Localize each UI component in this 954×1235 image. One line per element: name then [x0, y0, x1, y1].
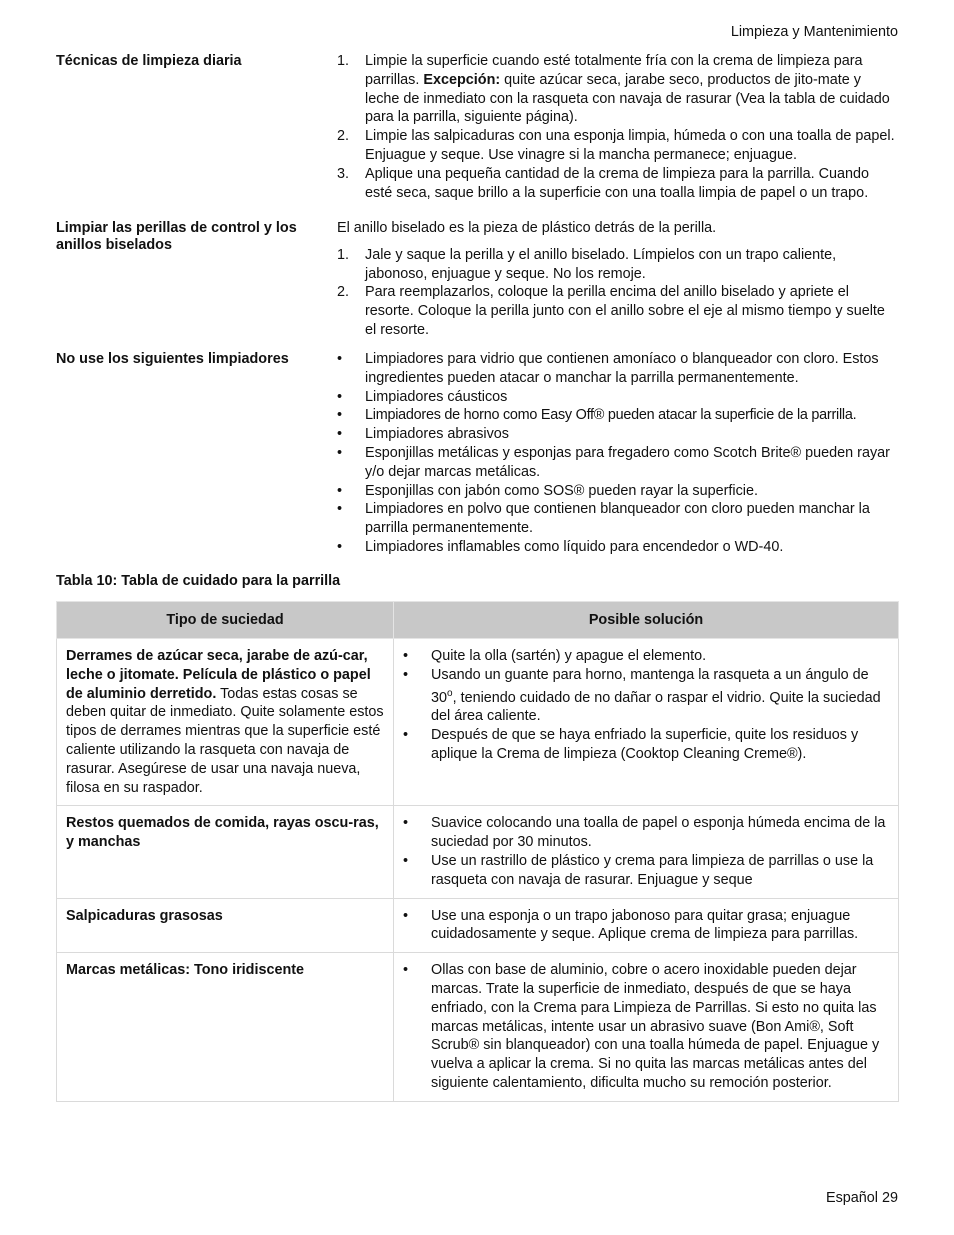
- list-item: [337, 127, 898, 165]
- solution-item: [403, 726, 889, 764]
- solution-list: [403, 907, 889, 945]
- bullet: •: [337, 407, 343, 424]
- list-item-text: Limpiadores en polvo que contienen blanqueador con cloro pueden manchar la parrilla permanentemente.: [365, 501, 870, 537]
- list-marker: 3.: [337, 165, 350, 182]
- section-title: Técnicas de limpieza diaria: [56, 53, 242, 69]
- solution-item: [403, 907, 889, 945]
- bullet: •: [337, 388, 343, 405]
- soil-type-bold: Marcas metálicas: Tono iridiscente: [66, 962, 305, 979]
- page-header: Limpieza y Mantenimiento: [730, 24, 898, 40]
- exception-label: Excepción:: [423, 71, 501, 88]
- list-item: [337, 500, 898, 538]
- section-intro: El anillo biselado es la pieza de plástico detrás de la perilla.: [337, 220, 717, 236]
- bullet: •: [403, 962, 409, 979]
- page-number: Español 29: [825, 1190, 898, 1206]
- list-item: [337, 538, 898, 557]
- list-item: [337, 246, 898, 284]
- list-item-text: Limpiadores abrasivos: [365, 426, 509, 443]
- numbered-list: [337, 246, 898, 340]
- soil-cell: [57, 639, 394, 806]
- solution-text: Usando un guante para horno, mantenga la rasqueta a un ángulo de 30: [431, 666, 869, 706]
- list-marker: 1.: [337, 246, 350, 263]
- list-marker: 2.: [337, 284, 350, 301]
- bullet: •: [337, 538, 343, 555]
- solution-item: [403, 666, 889, 726]
- solution-cell: [394, 639, 899, 806]
- bullet: •: [403, 852, 409, 869]
- bullet: •: [403, 666, 409, 683]
- bullet: •: [403, 726, 409, 743]
- list-item-text-cont: quite azúcar seca, jarabe seco, productos de jito-mate y leche de inmediato con la rasqueta con navaja de rasurar (Vea la tabla de cuidado para la parrilla, siguiente página).: [365, 71, 890, 126]
- list-item-text: Para reemplazarlos, coloque la perilla encima del anillo biselado y apriete el resorte. Coloque la perilla junto con el anillo sobre el eje al mismo tiempo y suelte el resorte.: [365, 284, 885, 338]
- solution-cell: [394, 898, 899, 953]
- section-body: [337, 52, 898, 202]
- bullet: •: [337, 444, 343, 461]
- table-row: [57, 898, 899, 953]
- list-item: [337, 52, 898, 127]
- solution-text: Use un rastrillo de plástico y crema para limpieza de parrillas o use la rasqueta con navaja de rasurar. Enjuague y seque: [431, 852, 874, 888]
- list-item: [337, 425, 898, 444]
- list-marker: 2.: [337, 128, 350, 145]
- bullet: •: [337, 426, 343, 443]
- bullet-list: [337, 350, 898, 557]
- solution-text: Suavice colocando una toalla de papel o esponja húmeda encima de la suciedad por 30 minutos.: [431, 815, 886, 851]
- bullet: •: [337, 351, 343, 367]
- list-item-text: Esponjillas con jabón como SOS® pueden rayar la superficie.: [365, 482, 758, 499]
- bullet: •: [337, 482, 343, 499]
- solution-text: Ollas con base de aluminio, cobre o acero inoxidable pueden dejar marcas. Trate la superficie de inmediato, después de que se haya enfriado, con la Crema para Limpieza de Parrillas. Si esto no quita las marcas metálicas, intente usar un abrasivo suave (Bon Ami®, Soft Scrub® sin blanqueador) con una toalla húmeda de papel. Enjuague y vuelva a aplicar la crema. Si no quita las marcas metálicas antes del siguiente calentamiento, dificulta mucho su remoción posterior.: [431, 962, 880, 1091]
- solution-item: [403, 814, 889, 852]
- soil-type-bold: Restos quemados de comida, rayas oscu-ras, y manchas: [66, 815, 379, 851]
- section-body: [337, 219, 898, 340]
- solution-item: [403, 961, 889, 1093]
- list-item-text: Esponjillas metálicas y esponjas para fregadero como Scotch Brite® pueden rayar y/o dejar marcas metálicas.: [365, 444, 890, 480]
- care-table: [56, 601, 899, 1102]
- solution-text-cont: , teniendo cuidado de no dañar o raspar el vidrio. Quite la suciedad del área caliente.: [431, 689, 881, 725]
- list-item: [337, 482, 898, 501]
- list-item: [337, 444, 898, 482]
- list-item: [337, 406, 898, 425]
- soil-cell: [57, 953, 394, 1102]
- solution-item: [403, 852, 889, 890]
- list-item-text: Limpie las salpicaduras con una esponja limpia, húmeda o con una toalla de papel. Enjuague y seque. Use vinagre si la mancha permanece; enjuague.: [365, 128, 895, 163]
- list-item-text: Limpiadores inflamables como líquido para encendedor o WD-40.: [365, 538, 784, 555]
- list-item: [337, 350, 898, 388]
- solution-list: [403, 814, 889, 889]
- list-item: [337, 165, 898, 203]
- solution-list: [403, 647, 889, 764]
- table-row: [57, 806, 899, 898]
- solution-cell: [394, 953, 899, 1102]
- table-row: [57, 639, 899, 806]
- degree-mark: o: [447, 687, 453, 699]
- soil-cell: [57, 806, 394, 898]
- bullet: •: [403, 815, 409, 832]
- section-body: [337, 350, 898, 557]
- list-item-text: Limpie la superficie cuando esté totalmente fría con la crema de limpieza para parrillas.: [365, 53, 863, 88]
- solution-text: Quite la olla (sartén) y apague el elemento.: [431, 648, 707, 664]
- solution-list: [403, 961, 889, 1093]
- soil-cell: [57, 898, 394, 953]
- section-title: No use los siguientes limpiadores: [56, 351, 289, 367]
- table-row: [57, 953, 899, 1102]
- solution-text: Use una esponja o un trapo jabonoso para quitar grasa; enjuague cuidadosamente y seque. Aplique crema de limpieza para parrillas.: [431, 907, 859, 943]
- solution-text: Después de que se haya enfriado la superficie, quite los residuos y aplique la Crema de limpieza (Cooktop Cleaning Creme®).: [431, 726, 859, 762]
- list-item: [337, 283, 898, 339]
- list-item-text: Jale y saque la perilla y el anillo biselado. Límpielos con un trapo caliente, jabonoso, enjuague y seque. No los remoje.: [365, 246, 837, 282]
- bullet: •: [337, 501, 343, 518]
- soil-type-text: Todas estas cosas se deben quitar de inmediato. Quite solamente estos tipos de derrames mientras que la superficie esté caliente utilizando la rasqueta con navaja de rasurar. Asegúrese de usar una navaja nueva, filosa en su raspador.: [66, 685, 384, 796]
- column-header-solution: Posible solución: [394, 602, 899, 639]
- solution-item: [403, 647, 889, 666]
- list-marker: 1.: [337, 53, 350, 69]
- section-title: Limpiar las perillas de control y los anillos biselados: [56, 220, 297, 253]
- solution-cell: [394, 806, 899, 898]
- list-item-text: Aplique una pequeña cantidad de la crema de limpieza para la parrilla. Cuando esté seca, saque brillo a la superficie con una toalla limpia de papel o un trapo.: [365, 165, 870, 201]
- table-title: Tabla 10: Tabla de cuidado para la parrilla: [56, 573, 341, 589]
- list-item: [337, 388, 898, 407]
- list-item-text: Limpiadores para vidrio que contienen amoníaco o blanqueador con cloro. Estos ingredientes pueden atacar o manchar la parrilla permanentemente.: [365, 351, 879, 386]
- column-header-soil: Tipo de suciedad: [57, 602, 394, 639]
- bullet: •: [403, 648, 409, 664]
- bullet: •: [403, 907, 409, 924]
- soil-type-bold: Derrames de azúcar seca, jarabe de azú-car, leche o jitomate. Película de plástico o papel de aluminio derretido.: [66, 648, 371, 702]
- list-item-text: Limpiadores cáusticos: [365, 388, 508, 405]
- list-item-text: Limpiadores de horno como Easy Off® pueden atacar la superficie de la parrilla.: [365, 407, 857, 424]
- soil-type-bold: Salpicaduras grasosas: [66, 907, 223, 924]
- table-header-row: [57, 602, 899, 639]
- numbered-list: [337, 52, 898, 202]
